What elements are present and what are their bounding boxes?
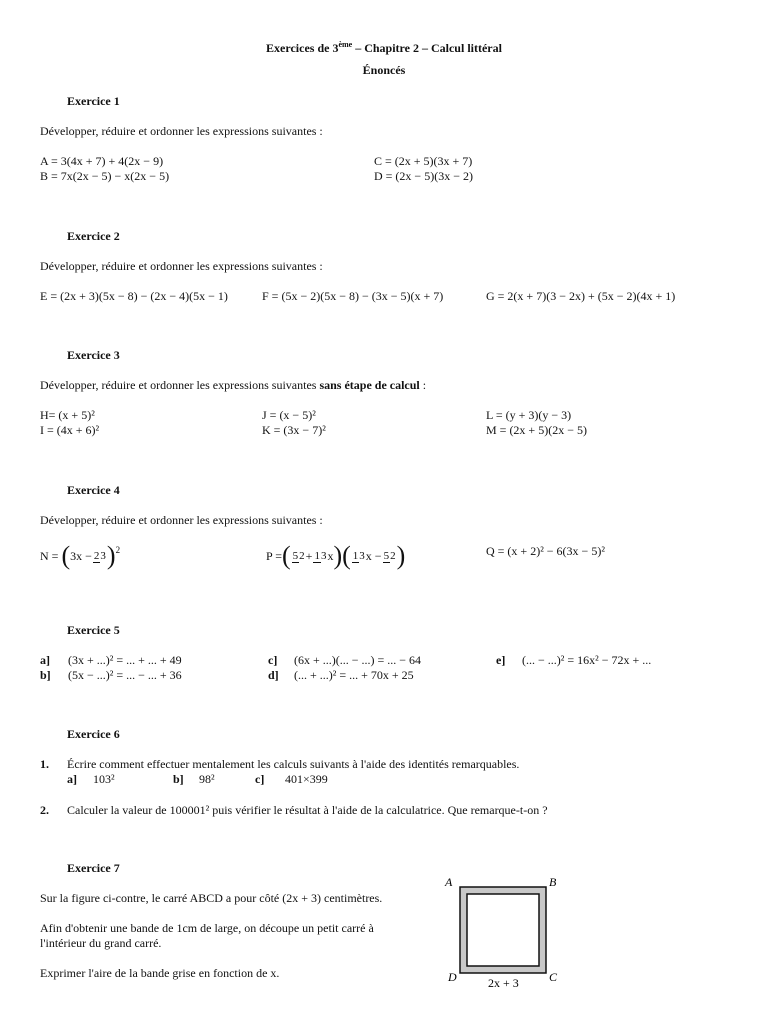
expression-c: C = (2x + 5)(3x + 7) — [374, 154, 473, 168]
expression-j: J = (x − 5)² — [262, 408, 316, 422]
vertex-c: C — [549, 970, 558, 984]
side-label: 2x + 3 — [488, 976, 519, 990]
exercise-3-instruction — [40, 378, 426, 393]
page-subtitle: Énoncés — [362, 63, 406, 77]
p-variable-minus: x − — [365, 548, 382, 563]
p-variable: x — [327, 548, 334, 563]
question-2-number: 2. — [40, 803, 49, 817]
fraction-5-2: 5 2 — [292, 549, 305, 562]
instruction-text: Développer, réduire et ordonner les expressions suivantes — [40, 378, 320, 392]
item-c: (6x + ...)(... − ...) = ... − 64 — [294, 653, 422, 667]
exercise-1-instruction: Développer, réduire et ordonner les expressions suivantes : — [40, 124, 323, 138]
fraction-5-2-b: 5 2 — [383, 549, 396, 562]
exercise-1-title: Exercice 1 — [67, 94, 120, 108]
page-title — [0, 41, 768, 56]
title-text-rest: – Chapitre 2 – Calcul littéral — [352, 41, 502, 55]
expression-f: F = (5x − 2)(5x − 8) − (3x − 5)(x + 7) — [262, 289, 444, 303]
expression-l: L = (y + 3)(y − 3) — [486, 408, 572, 422]
fraction-1-3-b: 1 3 — [352, 549, 365, 562]
n-term: 3x − — [70, 548, 92, 563]
expression-p — [266, 543, 405, 569]
open-paren: ( — [61, 541, 71, 570]
expression-b: B = 7x(2x − 5) − x(2x − 5) — [40, 169, 170, 183]
vertex-b: B — [549, 875, 557, 889]
item-b: (5x − ...)² = ... − ... + 36 — [68, 668, 182, 682]
exercise-3-title: Exercice 3 — [67, 348, 120, 362]
p-label: P = — [266, 548, 282, 563]
item-a: (3x + ...)² = ... + ... + 49 — [68, 653, 182, 667]
expression-n — [40, 543, 120, 569]
exercise-7-paragraph-2b: l'intérieur du grand carré. — [40, 936, 162, 950]
instruction-colon: : — [419, 378, 427, 392]
close-paren-2: ) — [396, 541, 406, 570]
item-b-label: b] — [40, 668, 51, 682]
plus-sign: + — [305, 548, 313, 563]
exercise-4-title: Exercice 4 — [67, 483, 120, 497]
square-diagram — [440, 874, 570, 994]
expression-g: G = 2(x + 7)(3 − 2x) + (5x − 2)(4x + 1) — [486, 289, 676, 303]
n-label: N = — [40, 548, 59, 563]
expression-m: M = (2x + 5)(2x − 5) — [486, 423, 587, 437]
q1c-label: c] — [255, 772, 265, 786]
q1b: 98² — [199, 772, 215, 786]
title-superscript: ème — [338, 40, 353, 49]
exercise-7-paragraph-1: Sur la figure ci-contre, le carré ABCD a pour côté (2x + 3) centimètres. — [40, 891, 383, 905]
item-d-label: d] — [268, 668, 279, 682]
n-exponent: 2 — [115, 545, 121, 555]
item-e-label: e] — [496, 653, 506, 667]
q1a-label: a] — [67, 772, 77, 786]
exercise-4-instruction: Développer, réduire et ordonner les expressions suivantes : — [40, 513, 323, 527]
exercise-5-title: Exercice 5 — [67, 623, 120, 637]
item-e: (... − ...)² = 16x² − 72x + ... — [522, 653, 652, 667]
expression-h: H= (x + 5)² — [40, 408, 95, 422]
exercise-2-title: Exercice 2 — [67, 229, 120, 243]
square-figure — [440, 874, 570, 994]
question-2: Calculer la valeur de 100001² puis vérifier le résultat à l'aide de la calculatrice. Que remarque-t-on ? — [67, 803, 548, 817]
exercise-7-paragraph-2a: Afin d'obtenir une bande de 1cm de large, on découpe un petit carré à — [40, 921, 374, 935]
exercise-6-title: Exercice 6 — [67, 727, 120, 741]
open-paren: ( — [282, 541, 291, 570]
title-text: Exercices de 3 — [266, 41, 339, 55]
expression-d: D = (2x − 5)(3x − 2) — [374, 169, 473, 183]
expression-q: Q = (x + 2)² − 6(3x − 5)² — [486, 544, 605, 558]
item-a-label: a] — [40, 653, 50, 667]
expression-k: K = (3x − 7)² — [262, 423, 326, 437]
exercise-7-title: Exercice 7 — [67, 861, 120, 875]
expression-a: A = 3(4x + 7) + 4(2x − 9) — [40, 154, 164, 168]
vertex-d: D — [448, 970, 457, 984]
q1c: 401×399 — [285, 772, 328, 786]
instruction-emphasis: sans étape de calcul — [319, 378, 420, 392]
question-1-number: 1. — [40, 757, 49, 771]
exercise-7-paragraph-3: Exprimer l'aire de la bande grise en fonction de x. — [40, 966, 280, 980]
open-paren-2: ( — [342, 541, 351, 570]
item-c-label: c] — [268, 653, 278, 667]
inner-square — [467, 894, 539, 966]
expression-i: I = (4x + 6)² — [40, 423, 100, 437]
close-paren: ) — [333, 541, 343, 570]
question-1: Écrire comment effectuer mentalement les calculs suivants à l'aide des identités remarquables. — [67, 757, 520, 771]
expression-e: E = (2x + 3)(5x − 8) − (2x − 4)(5x − 1) — [40, 289, 228, 303]
q1b-label: b] — [173, 772, 184, 786]
item-d: (... + ...)² = ... + 70x + 25 — [294, 668, 414, 682]
q1a: 103² — [93, 772, 115, 786]
fraction-2-3: 2 3 — [93, 549, 106, 562]
close-paren: ) — [106, 541, 116, 570]
exercise-2-instruction: Développer, réduire et ordonner les expressions suivantes : — [40, 259, 323, 273]
fraction-1-3: 1 3 — [314, 549, 327, 562]
vertex-a: A — [445, 875, 453, 889]
